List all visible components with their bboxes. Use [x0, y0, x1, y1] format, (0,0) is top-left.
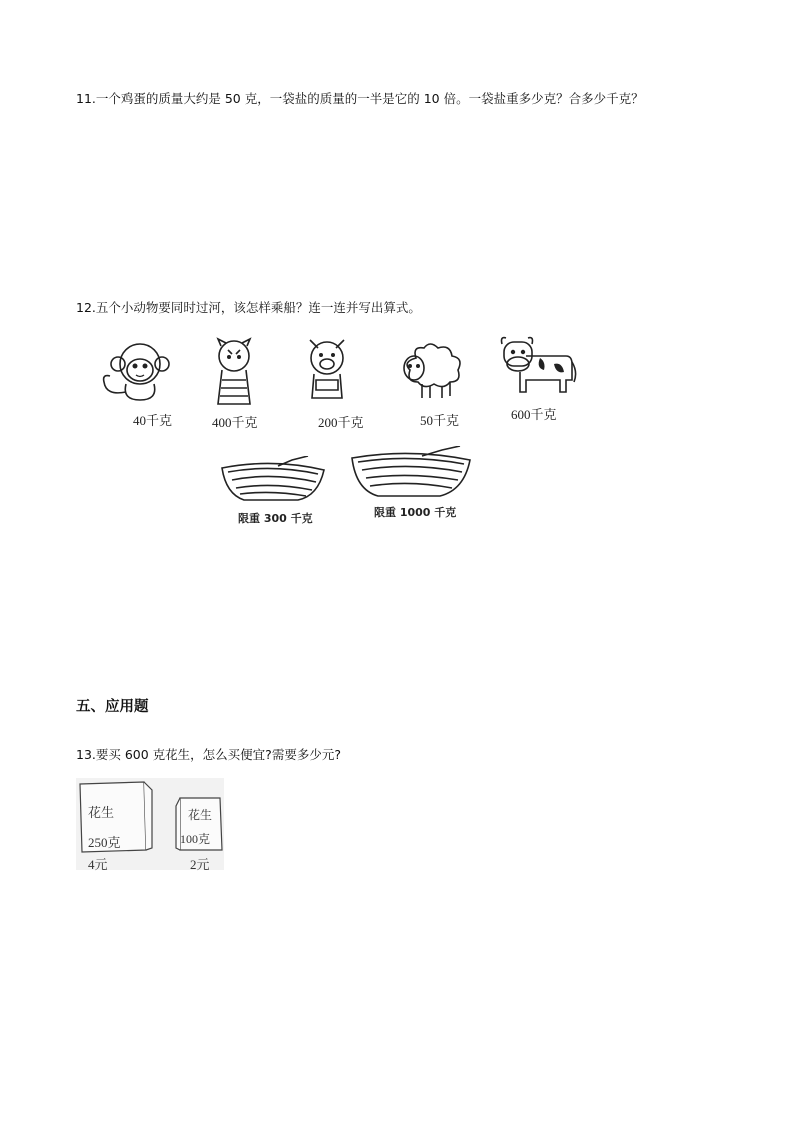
- small-boat-label: 限重 300 千克: [238, 512, 313, 525]
- pig-weight: 200千克: [318, 415, 364, 430]
- bag2-weight: 100克: [180, 832, 211, 846]
- cow-icon: [496, 332, 578, 400]
- question-11-text: 11.一个鸡蛋的质量大约是 50 克，一袋盐的质量的一半是它的 10 倍。一袋盐重多少克？合多少千克？: [76, 91, 644, 106]
- monkey-weight: 40千克: [133, 413, 173, 428]
- bag1-price: 4元: [88, 857, 108, 872]
- pig-icon: [298, 334, 356, 406]
- sheep-icon: [396, 338, 468, 406]
- monkey-icon: [96, 336, 182, 406]
- question-13-text: 13.要买 600 克花生，怎么买便宜?需要多少元?: [76, 747, 341, 762]
- peanut-bags-figure: [76, 778, 224, 870]
- question-12-text: 12.五个小动物要同时过河，该怎样乘船？连一连并写出算式。: [76, 300, 421, 315]
- tiger-weight: 400千克: [212, 415, 258, 430]
- large-boat-label: 限重 1000 千克: [374, 506, 457, 519]
- tiger-icon: [206, 336, 262, 408]
- sheep-weight: 50千克: [420, 413, 460, 428]
- small-boat-icon: [218, 456, 328, 506]
- bag2-price: 2元: [190, 857, 210, 872]
- cow-weight: 600千克: [511, 407, 557, 422]
- section-title: 五、应用题: [76, 699, 149, 715]
- large-boat-icon: [348, 446, 474, 502]
- bag2-name: 花生: [188, 808, 213, 822]
- bag1-name: 花生: [88, 805, 115, 820]
- bag1-weight: 250克: [88, 835, 121, 850]
